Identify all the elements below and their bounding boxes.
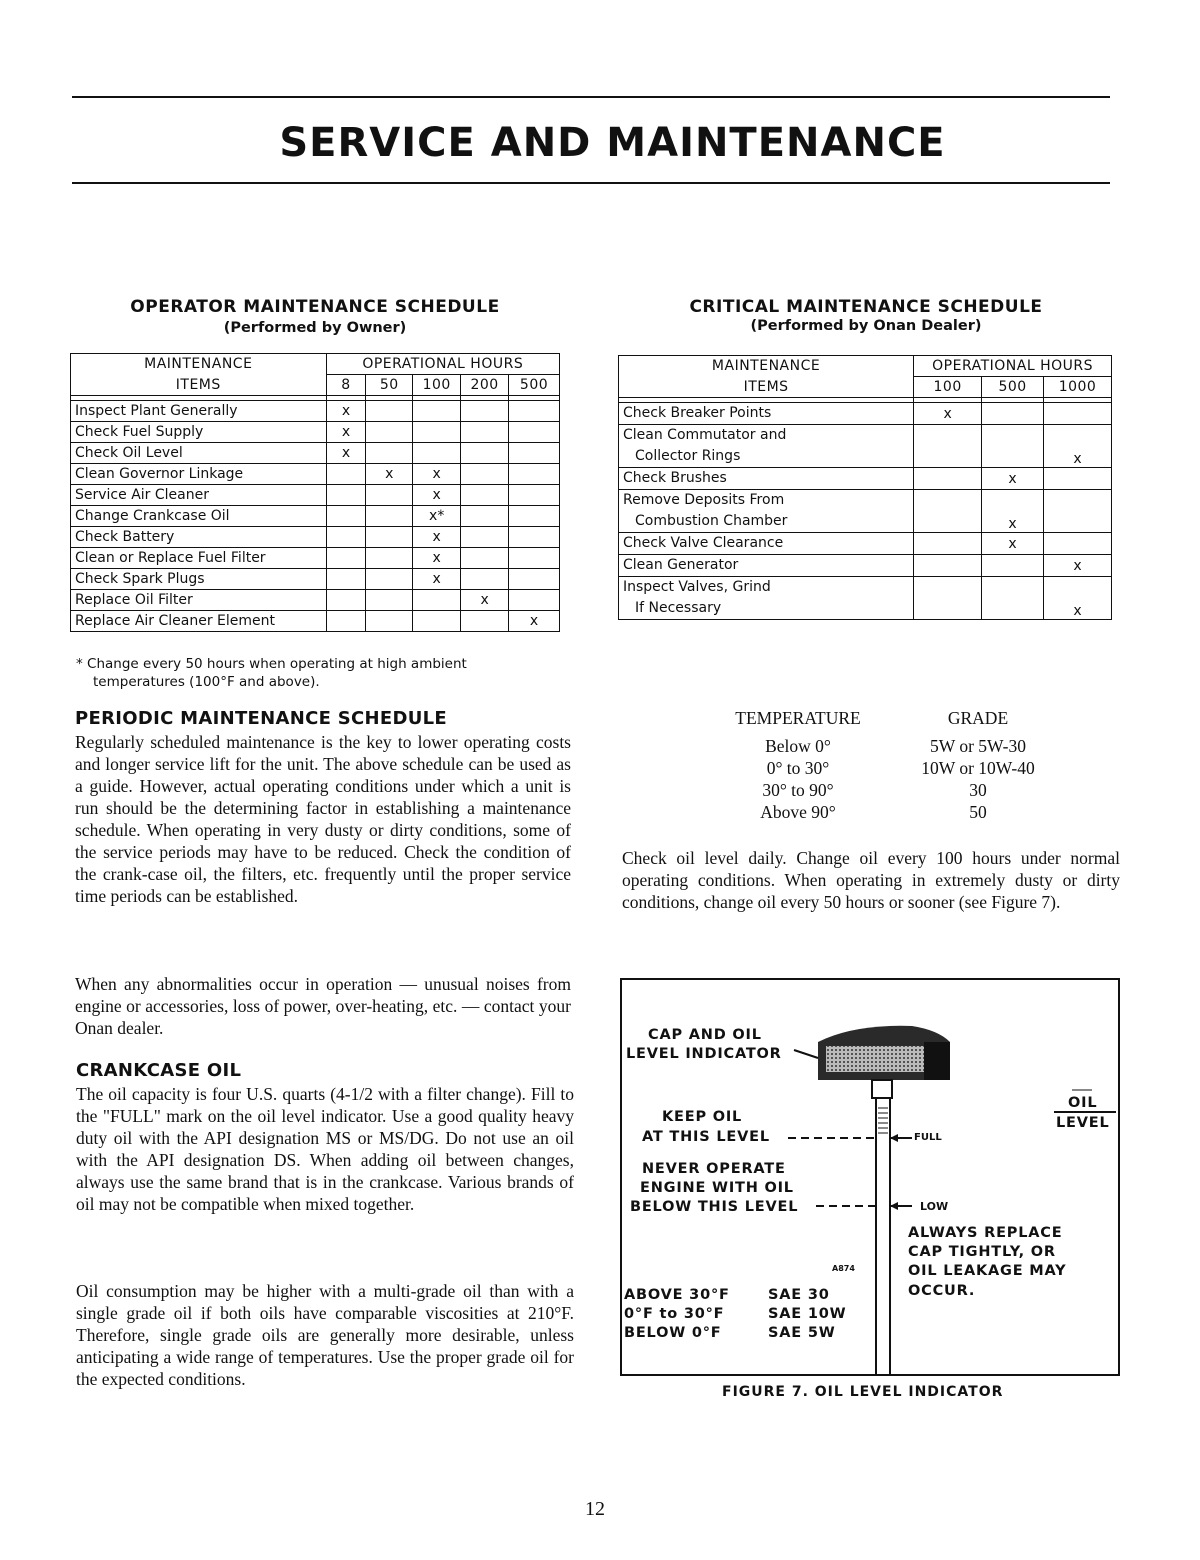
low-mark-label: LOW [920, 1200, 949, 1213]
figure-7-oil-level-indicator [620, 978, 1120, 1376]
interval-mark: x* [413, 506, 461, 527]
interval-mark [509, 569, 560, 590]
maintenance-item: Check Oil Level [71, 443, 327, 464]
table-row [71, 401, 560, 422]
maintenance-item: Replace Air Cleaner Element [71, 611, 327, 632]
interval-mark [509, 464, 560, 485]
interval-mark: x [1044, 577, 1112, 620]
interval-mark [326, 506, 366, 527]
always-label-line4: OCCUR. [908, 1283, 976, 1299]
interval-mark [366, 443, 413, 464]
item-line2: If Necessary [635, 600, 722, 616]
interval-mark [461, 443, 509, 464]
item-line1: Check Brushes [623, 470, 727, 486]
interval-mark [366, 422, 413, 443]
item-line1: Remove Deposits From [623, 492, 785, 508]
item-line1: Clean Commutator and [623, 427, 787, 443]
oil-temp-cell: 0° to 30° [766, 758, 830, 778]
interval-mark: x [366, 464, 413, 485]
hours-col-200: 200 [461, 375, 509, 396]
maintenance-item: Check Spark Plugs [71, 569, 327, 590]
table-row [71, 506, 560, 527]
oil-level-label-line1: OIL [1068, 1095, 1098, 1111]
interval-mark [413, 401, 461, 422]
interval-mark: x [461, 590, 509, 611]
interval-mark: x [509, 611, 560, 632]
sae-temp-cell: BELOW 0°F [624, 1325, 722, 1341]
maintenance-item [619, 555, 914, 577]
interval-mark: x [982, 490, 1044, 533]
maintenance-item: Change Crankcase Oil [71, 506, 327, 527]
sae-grade-cell: SAE 30 [768, 1287, 830, 1303]
items-header-line2: ITEMS [71, 375, 327, 396]
interval-mark [1044, 468, 1112, 490]
interval-mark [509, 401, 560, 422]
oil-change-paragraph: Check oil level daily. Change oil every 100 hours under normal operating conditions. When operating in extremely dusty or dirty conditions, change oil every 50 hours or sooner (see Figure 7). [622, 848, 1120, 912]
maintenance-item [619, 468, 914, 490]
interval-mark [366, 401, 413, 422]
interval-mark [1044, 403, 1112, 425]
critical-schedule-title: CRITICAL MAINTENANCE SCHEDULE [689, 297, 1043, 317]
item-line1: Check Breaker Points [623, 405, 772, 421]
top-rule [72, 96, 1110, 98]
oil-temp-cell: Below 0° [765, 736, 831, 756]
critical-hours-col-1000: 1000 [1044, 377, 1112, 398]
maintenance-item [619, 533, 914, 555]
interval-mark [509, 422, 560, 443]
interval-mark: x [326, 443, 366, 464]
interval-mark [326, 569, 366, 590]
title-underline-rule [72, 182, 1110, 184]
interval-mark [461, 401, 509, 422]
hours-col-500: 500 [509, 375, 560, 396]
critical-items-header-line2: ITEMS [619, 377, 914, 398]
item-line1: Inspect Valves, Grind [623, 579, 771, 595]
critical-hours-col-100: 100 [914, 377, 982, 398]
table-row [71, 611, 560, 632]
maintenance-item: Check Battery [71, 527, 327, 548]
table-row [71, 443, 560, 464]
crankcase-heading: CRANKCASE OIL [76, 1060, 242, 1081]
interval-mark: x [982, 468, 1044, 490]
interval-mark [509, 548, 560, 569]
page-number: 12 [585, 1498, 605, 1520]
interval-mark [461, 548, 509, 569]
hours-header: OPERATIONAL HOURS [326, 354, 559, 375]
interval-mark [982, 425, 1044, 468]
always-label-line3: OIL LEAKAGE MAY [908, 1263, 1067, 1279]
cap-label-line1: CAP AND OIL [648, 1027, 762, 1043]
hours-col-50: 50 [366, 375, 413, 396]
periodic-paragraph-2: When any abnormalities occur in operation — unusual noises from engine or accessories, loss of power, over-heating, etc. — contact your Onan dealer. [75, 974, 571, 1038]
interval-mark [461, 422, 509, 443]
interval-mark: x [413, 527, 461, 548]
interval-mark [461, 464, 509, 485]
interval-mark: x [982, 533, 1044, 555]
table-row [619, 468, 1112, 490]
interval-mark [914, 490, 982, 533]
interval-mark [326, 611, 366, 632]
critical-schedule-subtitle: (Performed by Onan Dealer) [750, 318, 982, 334]
maintenance-item [619, 577, 914, 620]
interval-mark [326, 485, 366, 506]
interval-mark [366, 527, 413, 548]
interval-mark [366, 590, 413, 611]
maintenance-item: Clean or Replace Fuel Filter [71, 548, 327, 569]
interval-mark [914, 533, 982, 555]
interval-mark [326, 590, 366, 611]
maintenance-item: Replace Oil Filter [71, 590, 327, 611]
always-label-line1: ALWAYS REPLACE [908, 1225, 1063, 1241]
oil-level-label-line2: LEVEL [1056, 1115, 1110, 1131]
interval-mark [461, 527, 509, 548]
interval-mark [914, 425, 982, 468]
interval-mark [1044, 533, 1112, 555]
maintenance-item [619, 490, 914, 533]
table-row [619, 577, 1112, 620]
interval-mark [509, 506, 560, 527]
interval-mark: x [413, 569, 461, 590]
oil-grade-cell: 30 [969, 780, 987, 800]
maintenance-item: Clean Governor Linkage [71, 464, 327, 485]
crankcase-paragraph-2: Oil consumption may be higher with a multi-grade oil than with a single grade oil if both oils have comparable viscosities at 210°F. Therefore, single grade oils are generally more desirable, unless anticipating a wide range of temperatures. Use the proper grade oil for the expected conditions. [76, 1281, 574, 1389]
interval-mark [982, 577, 1044, 620]
interval-mark [366, 485, 413, 506]
table-row [619, 533, 1112, 555]
interval-mark: x [914, 403, 982, 425]
item-line1: Clean Generator [623, 557, 739, 573]
table-row [71, 464, 560, 485]
operator-footnote-line1: * Change every 50 hours when operating at high ambient [76, 656, 467, 672]
oil-grade-header: GRADE [947, 708, 1009, 728]
interval-mark [326, 527, 366, 548]
interval-mark: x [1044, 555, 1112, 577]
interval-mark [461, 569, 509, 590]
never-label-line1: NEVER OPERATE [642, 1161, 786, 1177]
maintenance-item [619, 425, 914, 468]
items-header-line1: MAINTENANCE [71, 354, 327, 375]
never-label-line2: ENGINE WITH OIL [640, 1180, 794, 1196]
critical-items-header-line1: MAINTENANCE [619, 356, 914, 377]
figure-caption: FIGURE 7. OIL LEVEL INDICATOR [722, 1384, 1004, 1400]
interval-mark [366, 548, 413, 569]
interval-mark [914, 555, 982, 577]
oil-grade-cell: 50 [969, 802, 987, 822]
interval-mark [982, 403, 1044, 425]
interval-mark [982, 555, 1044, 577]
oil-grade-cell: 5W or 5W-30 [930, 736, 1026, 756]
operator-schedule-subtitle: (Performed by Owner) [223, 320, 407, 336]
table-row [71, 590, 560, 611]
hours-col-8: 8 [326, 375, 366, 396]
table-row [71, 422, 560, 443]
item-line1: Check Valve Clearance [623, 535, 784, 551]
keep-label-line1: KEEP OIL [662, 1109, 743, 1125]
interval-mark [461, 611, 509, 632]
maintenance-item: Check Fuel Supply [71, 422, 327, 443]
interval-mark [914, 577, 982, 620]
operator-schedule-table [70, 353, 560, 632]
sae-temp-cell: 0°F to 30°F [624, 1306, 725, 1322]
interval-mark [366, 569, 413, 590]
maintenance-item: Inspect Plant Generally [71, 401, 327, 422]
table-row [619, 555, 1112, 577]
figure-code: A874 [832, 1264, 855, 1273]
sae-temp-cell: ABOVE 30°F [624, 1287, 730, 1303]
interval-mark [914, 468, 982, 490]
item-line2: Collector Rings [635, 448, 741, 464]
cap-label-line2: LEVEL INDICATOR [626, 1046, 782, 1062]
interval-mark [326, 548, 366, 569]
interval-mark [413, 611, 461, 632]
never-label-line3: BELOW THIS LEVEL [630, 1199, 799, 1215]
table-row [619, 490, 1112, 533]
interval-mark [326, 464, 366, 485]
interval-mark [509, 590, 560, 611]
oil-temp-header: TEMPERATURE [735, 708, 861, 728]
critical-hours-header: OPERATIONAL HOURS [914, 356, 1112, 377]
operator-footnote-line2: temperatures (100°F and above). [93, 674, 320, 690]
interval-mark: x [413, 485, 461, 506]
table-row [619, 425, 1112, 468]
sae-grade-cell: SAE 10W [768, 1306, 847, 1322]
periodic-heading: PERIODIC MAINTENANCE SCHEDULE [75, 708, 448, 729]
table-row [71, 569, 560, 590]
table-row [619, 403, 1112, 425]
table-row [71, 527, 560, 548]
interval-mark [413, 590, 461, 611]
interval-mark [1044, 490, 1112, 533]
oil-temp-cell: 30° to 90° [762, 780, 834, 800]
crankcase-paragraph-1: The oil capacity is four U.S. quarts (4-1/2 with a filter change). Fill to the "FULL" mark on the oil level indicator. Use a good quality heavy duty oil with the API designation MS or MS/DG. Do not use an oil with the API designation DS. When adding oil between changes, always use the same brand that is in the crankcase. Various brands of oil may not be compatible when mixed together. [76, 1084, 574, 1214]
maintenance-item: Service Air Cleaner [71, 485, 327, 506]
operator-schedule-title: OPERATOR MAINTENANCE SCHEDULE [130, 297, 500, 317]
oil-temp-cell: Above 90° [760, 802, 836, 822]
keep-label-line2: AT THIS LEVEL [642, 1129, 770, 1145]
page-title: SERVICE AND MAINTENANCE [279, 120, 946, 166]
critical-schedule-table [618, 355, 1112, 620]
interval-mark [413, 422, 461, 443]
interval-mark [413, 443, 461, 464]
critical-hours-col-500: 500 [982, 377, 1044, 398]
interval-mark: x [413, 464, 461, 485]
interval-mark [509, 485, 560, 506]
interval-mark: x [326, 422, 366, 443]
full-mark-label: FULL [914, 1132, 942, 1143]
interval-mark [509, 527, 560, 548]
oil-grade-cell: 10W or 10W-40 [921, 758, 1035, 778]
interval-mark: x [326, 401, 366, 422]
always-label-line2: CAP TIGHTLY, OR [908, 1244, 1056, 1260]
maintenance-item [619, 403, 914, 425]
hours-col-100: 100 [413, 375, 461, 396]
table-row [71, 485, 560, 506]
interval-mark [366, 611, 413, 632]
interval-mark [461, 506, 509, 527]
sae-grade-cell: SAE 5W [768, 1325, 836, 1341]
interval-mark [366, 506, 413, 527]
interval-mark [461, 485, 509, 506]
table-row [71, 548, 560, 569]
interval-mark [509, 443, 560, 464]
periodic-paragraph-1: Regularly scheduled maintenance is the key to lower operating costs and longer service lift for the unit. The above schedule can be used as a guide. However, actual operating conditions under which a unit is run should be the determining factor in establishing a maintenance schedule. When operating in very dusty or dirty conditions, some of the service periods may have to be reduced. Check the condition of the crank-case oil, the filters, etc. frequently until the proper service time periods can be established. [75, 732, 571, 906]
item-line2: Combustion Chamber [635, 513, 788, 529]
interval-mark: x [413, 548, 461, 569]
interval-mark: x [1044, 425, 1112, 468]
